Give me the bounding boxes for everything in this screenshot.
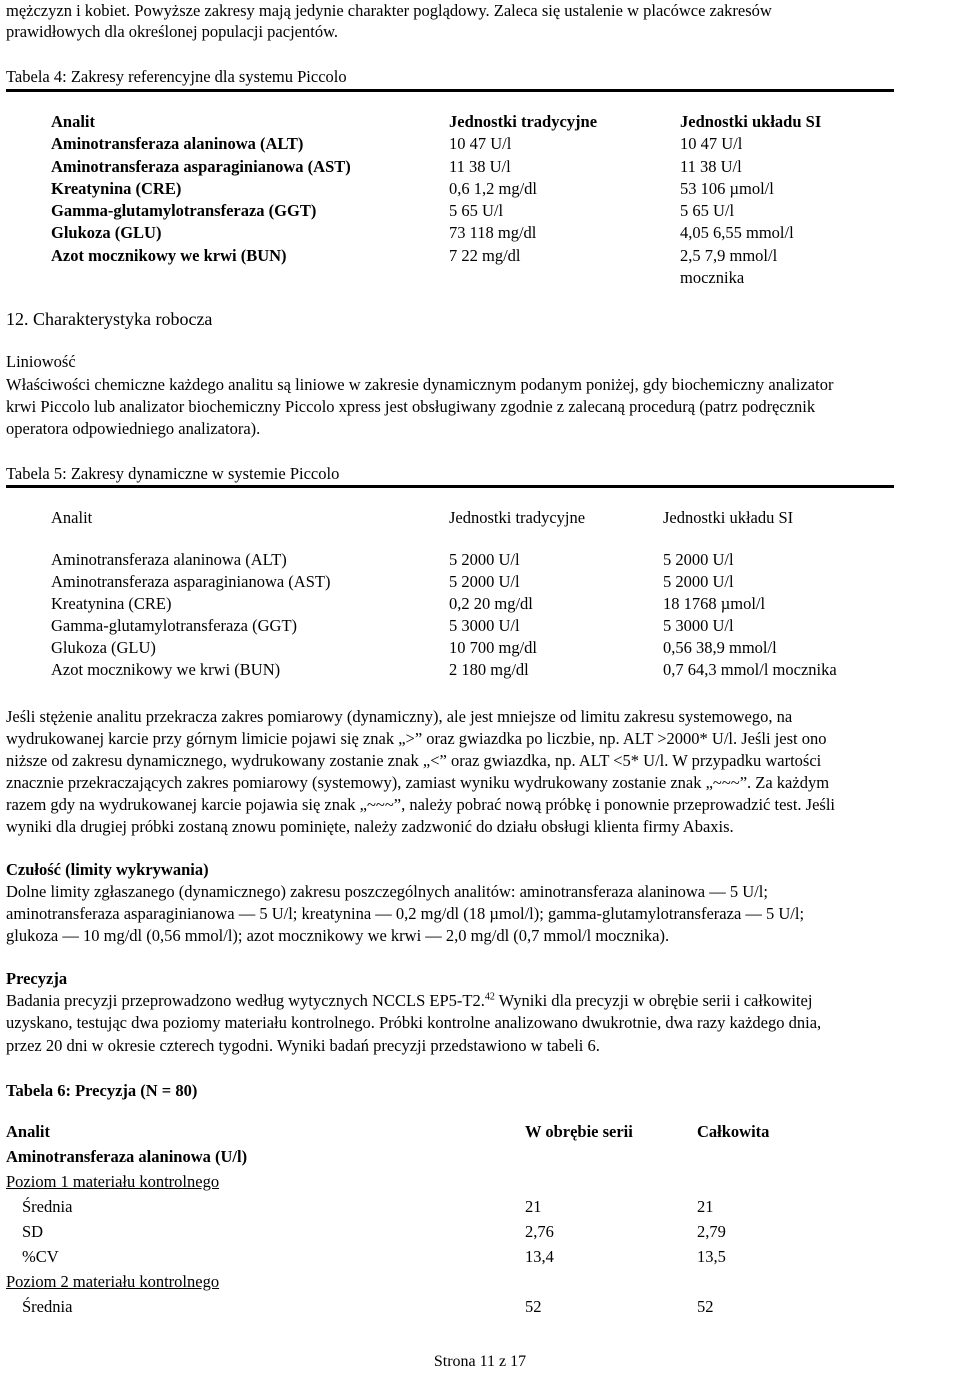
table5-cell: Azot mocznikowy we krwi (BUN): [51, 660, 281, 679]
table4-cell: Glukoza (GLU): [51, 223, 162, 243]
intro-line-2: prawidłowych dla określonej populacji pacjentów.: [6, 22, 339, 41]
table6: [6, 1121, 769, 1321]
table6-cell: Średnia: [22, 1297, 73, 1316]
table5-cell: 18 1768 µmol/l: [663, 594, 766, 613]
section-heading: 12. Charakterystyka robocza: [6, 309, 213, 329]
table-row: [6, 1171, 769, 1196]
table4-header-trad: Jednostki tradycyjne: [449, 112, 598, 131]
table6-cell: %CV: [22, 1247, 59, 1266]
table5-header-si: Jednostki układu SI: [663, 508, 794, 527]
table-row: [51, 178, 821, 200]
table6-cell: SD: [22, 1222, 44, 1241]
table-row: [6, 1146, 769, 1171]
table6-cell: 52: [525, 1297, 542, 1316]
table4-header-si: Jednostki układu SI: [680, 112, 822, 131]
table5-cell: 5 3000 U/l: [449, 616, 520, 635]
table6-header-row: [6, 1121, 769, 1146]
table5-cell: Aminotransferaza alaninowa (ALT): [51, 550, 287, 569]
sensitivity-line-2: aminotransferaza asparaginianowa — 5 U/l; kreatynina — 0,2 mg/dl (18 µmol/l); gamma-glutamylotransferaza — 5 U/l;: [6, 904, 805, 923]
table5-cell: Gamma-glutamylotransferaza (GGT): [51, 616, 298, 635]
precision-line-1: [6, 990, 956, 1012]
table4-header-row: [51, 111, 821, 133]
table6-cell: Średnia: [22, 1197, 73, 1216]
dynamic-note-line-4: znacznie przekraczających zakres pomiarowy (systemowy), zamiast wyniku wydrukowany zostanie znak „~~~”. Za każdym: [6, 773, 830, 792]
table-row: [51, 593, 837, 615]
table6-group-label: Aminotransferaza alaninowa (U/l): [6, 1147, 248, 1166]
table4-cell: 10 47 U/l: [680, 134, 743, 154]
table5-caption: Tabela 5: Zakresy dynamiczne w systemie Piccolo: [6, 464, 340, 483]
table-row: [51, 267, 821, 289]
table4-cell-continuation: mocznika: [680, 268, 745, 288]
table4-cell: Aminotransferaza alaninowa (ALT): [51, 134, 304, 154]
precision-line-3: przez 20 dni w okresie czterech tygodni. Wyniki badań precyzji przedstawiono w tabeli 6.: [6, 1036, 600, 1055]
table6-cell: 52: [697, 1297, 714, 1316]
table-row: [51, 549, 837, 571]
sensitivity-title: Czułość (limity wykrywania): [6, 860, 209, 879]
table6-caption: Tabela 6: Precyzja (N = 80): [6, 1081, 198, 1100]
table5-cell: 5 2000 U/l: [449, 572, 520, 591]
table5-header-analit: Analit: [51, 508, 93, 527]
table6-header-within: W obrębie serii: [525, 1122, 633, 1141]
table4-cell: 10 47 U/l: [449, 134, 512, 154]
table-row: [51, 133, 821, 155]
dynamic-note-line-6: wyniki dla drugiej próbki zostaną znowu pominięte, należy zadzwonić do działu obsługi klienta firmy Abaxis.: [6, 817, 734, 836]
table5-cell: 2 180 mg/dl: [449, 660, 529, 679]
table6-level2-label: Poziom 2 materiału kontrolnego: [6, 1272, 220, 1291]
linearity-line-2: krwi Piccolo lub analizator biochemiczny Piccolo xpress jest obsługiwany zgodnie z zalecaną procedurą (patrz podręcznik: [6, 397, 816, 416]
table4-cell: 2,5 7,9 mmol/l: [680, 245, 778, 265]
precision-title: Precyzja: [6, 969, 68, 988]
table4-cell: 53 106 µmol/l: [680, 178, 774, 198]
linearity-title: Liniowość: [6, 352, 76, 371]
table6-cell: 21: [525, 1197, 542, 1216]
table6-cell: 2,79: [697, 1222, 726, 1241]
table6-level1-label: Poziom 1 materiału kontrolnego: [6, 1172, 220, 1191]
table4-cell: 0,6 1,2 mg/dl: [449, 178, 538, 198]
table6-header-analit: Analit: [6, 1122, 51, 1141]
table6-cell: 2,76: [525, 1222, 554, 1241]
table5-cell: Glukoza (GLU): [51, 638, 156, 657]
table4-header-analit: Analit: [51, 112, 96, 131]
table4-cell: 5 65 U/l: [449, 201, 504, 221]
table5-cell: 5 2000 U/l: [449, 550, 520, 569]
table6-cell: 13,5: [697, 1247, 726, 1266]
table-row: [51, 615, 837, 637]
table4-cell: 11 38 U/l: [449, 156, 511, 176]
intro-line-1: mężczyzn i kobiet. Powyższe zakresy mają jedynie charakter poglądowy. Zaleca się ustalenie w placówce zakresów: [6, 1, 772, 20]
dynamic-note-line-2: wydrukowanej karcie przy górnym limicie pojawi się znak „>” oraz gwiazdka po liczbie, np. ALT >2000* U/l. Jeśli jest ono: [6, 729, 827, 748]
table5-header-trad: Jednostki tradycyjne: [449, 508, 586, 527]
dynamic-note-line-1: Jeśli stężenie analitu przekracza zakres pomiarowy (dynamiczny), ale jest mniejsze od limitu zakresu systemowego, na: [6, 707, 793, 726]
precision-line-1b: Wyniki dla precyzji w obrębie serii i całkowitej: [494, 991, 813, 1010]
table-row: [6, 1271, 769, 1296]
table4-rule: [6, 89, 894, 92]
table-row: [51, 156, 821, 178]
table-row: [51, 200, 821, 222]
table4-cell: 7 22 mg/dl: [449, 245, 521, 265]
table-row: [6, 1196, 769, 1221]
table4-cell: 4,05 6,55 mmol/l: [680, 223, 794, 243]
table5-cell: 5 2000 U/l: [663, 572, 734, 591]
table4-caption: Tabela 4: Zakresy referencyjne dla systemu Piccolo: [6, 67, 347, 86]
table5-cell: 0,2 20 mg/dl: [449, 594, 533, 613]
table6-cell: 13,4: [525, 1247, 554, 1266]
table5-cell: 0,56 38,9 mmol/l: [663, 638, 777, 657]
table4: [51, 111, 821, 289]
sensitivity-line-1: Dolne limity zgłaszanego (dynamicznego) zakresu poszczególnych analitów: aminotransferaza alaninowa — 5 U/l;: [6, 882, 768, 901]
linearity-line-3: operatora odpowiedniego analizatora).: [6, 419, 261, 438]
table5-rule: [6, 485, 894, 488]
table4-cell: Kreatynina (CRE): [51, 178, 182, 198]
table5: [51, 507, 837, 681]
table-row: [6, 1296, 769, 1321]
dynamic-note-line-3: niższe od zakresu dynamicznego, wydrukowany zostanie znak „<” oraz gwiazdka, np. ALT <5* U/l. W przypadku wartości: [6, 751, 822, 770]
table5-cell: 0,7 64,3 mmol/l mocznika: [663, 660, 837, 679]
table-row: [51, 245, 821, 267]
precision-reference-sup: 42: [484, 991, 495, 1003]
precision-line-1a: Badania precyzji przeprowadzono według wytycznych NCCLS EP5-T2.: [6, 991, 485, 1010]
table5-header-row: [51, 507, 837, 549]
table4-cell: 73 118 mg/dl: [449, 223, 537, 243]
table5-cell: 5 3000 U/l: [663, 616, 734, 635]
table5-cell: 10 700 mg/dl: [449, 638, 538, 657]
table-row: [51, 659, 837, 681]
table4-cell: Azot mocznikowy we krwi (BUN): [51, 245, 287, 265]
linearity-line-1: Właściwości chemiczne każdego analitu są liniowe w zakresie dynamicznym podanym poniżej, gdy biochemiczny analizator: [6, 375, 834, 394]
table-row: [51, 571, 837, 593]
table6-header-total: Całkowita: [697, 1122, 770, 1141]
table4-cell: Gamma-glutamylotransferaza (GGT): [51, 201, 317, 221]
dynamic-note-line-5: razem gdy na wydrukowanej karcie pojawia się znak „~~~”, należy pobrać nową próbkę i ponownie przeprowadzić test. Jeśli: [6, 795, 836, 814]
table6-cell: 21: [697, 1197, 714, 1216]
page-number: Strona 11 z 17: [433, 1353, 527, 1370]
table-row: [6, 1246, 769, 1271]
table5-cell: Kreatynina (CRE): [51, 594, 172, 613]
table-row: [6, 1221, 769, 1246]
table4-cell: 5 65 U/l: [680, 201, 735, 221]
table4-cell: 11 38 U/l: [680, 156, 742, 176]
table-row: [51, 637, 837, 659]
table-row: [51, 222, 821, 244]
sensitivity-line-3: glukoza — 10 mg/dl (0,56 mmol/l); azot mocznikowy we krwi — 2,0 mg/dl (0,7 mmol/l mocznika).: [6, 926, 670, 945]
precision-line-2: uzyskano, testując dwa poziomy materiału kontrolnego. Próbki kontrolne analizowano dwukrotnie, dwa razy każdego dnia,: [6, 1013, 822, 1032]
table5-cell: 5 2000 U/l: [663, 550, 734, 569]
table5-cell: Aminotransferaza asparaginianowa (AST): [51, 572, 331, 591]
table4-cell: Aminotransferaza asparaginianowa (AST): [51, 156, 351, 176]
